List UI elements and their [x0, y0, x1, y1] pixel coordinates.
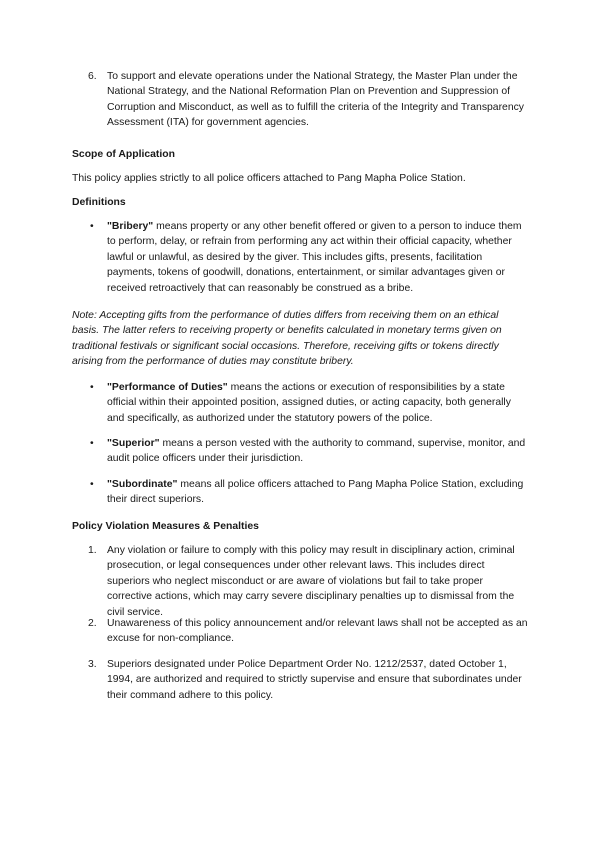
definitions-note: Note: Accepting gifts from the performance of duties differs from receiving them on an ethical basis. The latter refers to receiving property or benefits calculated in monetary terms given on traditional festivals or significant social occasions. Therefore, receiving gifts or tokens directly arising from the performance of duties may constitute bribery.: [72, 310, 502, 368]
definition-text: means a person vested with the authority to command, supervise, monitor, and audit police officers under their jurisdiction.: [107, 438, 526, 465]
definition-item-bribery: [88, 219, 528, 296]
intro-list-item: [88, 69, 528, 131]
definition-text: means the actions or execution of responsibilities by a state official within their appointed position, assigned duties, or acting capacity, both generally and specifically, as authorized under the statutory powers of the police.: [107, 382, 511, 424]
definition-text: means all police officers attached to Pang Mapha Police Station, excluding their direct superiors.: [107, 479, 524, 506]
penalty-item: [88, 543, 528, 620]
list-number: 2.: [88, 618, 97, 629]
list-item-text: Any violation or failure to comply with this policy may result in disciplinary action, criminal prosecution, or legal consequences under other relevant laws. This includes direct superiors who neglect misconduct or are aware of violations but fail to take proper corrective actions, which may carry severe disciplinary penalties up to dismissal from the civil service.: [107, 545, 515, 618]
definition-item-subordinate: [88, 477, 528, 508]
list-number: 3.: [88, 659, 97, 670]
list-item-text: Superiors designated under Police Department Order No. 1212/2537, dated October 1, 1994, are authorized and required to strictly supervise and ensure that subordinates under their command adhere to this policy.: [107, 659, 522, 701]
definitions-heading: Definitions: [72, 197, 126, 208]
list-item-text: To support and elevate operations under the National Strategy, the Master Plan under the National Strategy, and the National Reformation Plan on Prevention and Suppression of Corruption and Misconduct, as well as to fulfill the criteria of the Integrity and Transparency Assessment (ITA) for government agencies.: [107, 71, 524, 129]
bullet-icon: •: [90, 382, 94, 393]
scope-text: This policy applies strictly to all police officers attached to Pang Mapha Police Station.: [72, 173, 466, 184]
definition-term: "Superior": [107, 438, 160, 449]
definition-term: "Performance of Duties": [107, 382, 228, 393]
list-number: 6.: [88, 71, 97, 82]
list-item-text: Unawareness of this policy announcement and/or relevant laws shall not be accepted as an excuse for non-compliance.: [107, 618, 528, 645]
bullet-icon: •: [90, 438, 94, 449]
bullet-icon: •: [90, 479, 94, 490]
bullet-icon: •: [90, 221, 94, 232]
definition-item-performance: [88, 380, 528, 426]
list-number: 1.: [88, 545, 97, 556]
scope-heading: Scope of Application: [72, 149, 175, 160]
definition-item-superior: [88, 436, 528, 467]
penalties-heading: Policy Violation Measures & Penalties: [72, 521, 259, 532]
penalty-item: [88, 657, 528, 703]
penalty-item: [88, 616, 528, 647]
definition-term: "Bribery": [107, 221, 154, 232]
definition-term: "Subordinate": [107, 479, 178, 490]
definition-text: means property or any other benefit offered or given to a person to induce them to perform, delay, or refrain from performing any act within their official capacity, whether lawful or unlawful, as desired by the giver. This includes gifts, presents, facilitation payments, tokens of goodwill, donations, entertainment, or similar advantages given or received retroactively that can reasonably be construed as a bribe.: [107, 221, 522, 294]
